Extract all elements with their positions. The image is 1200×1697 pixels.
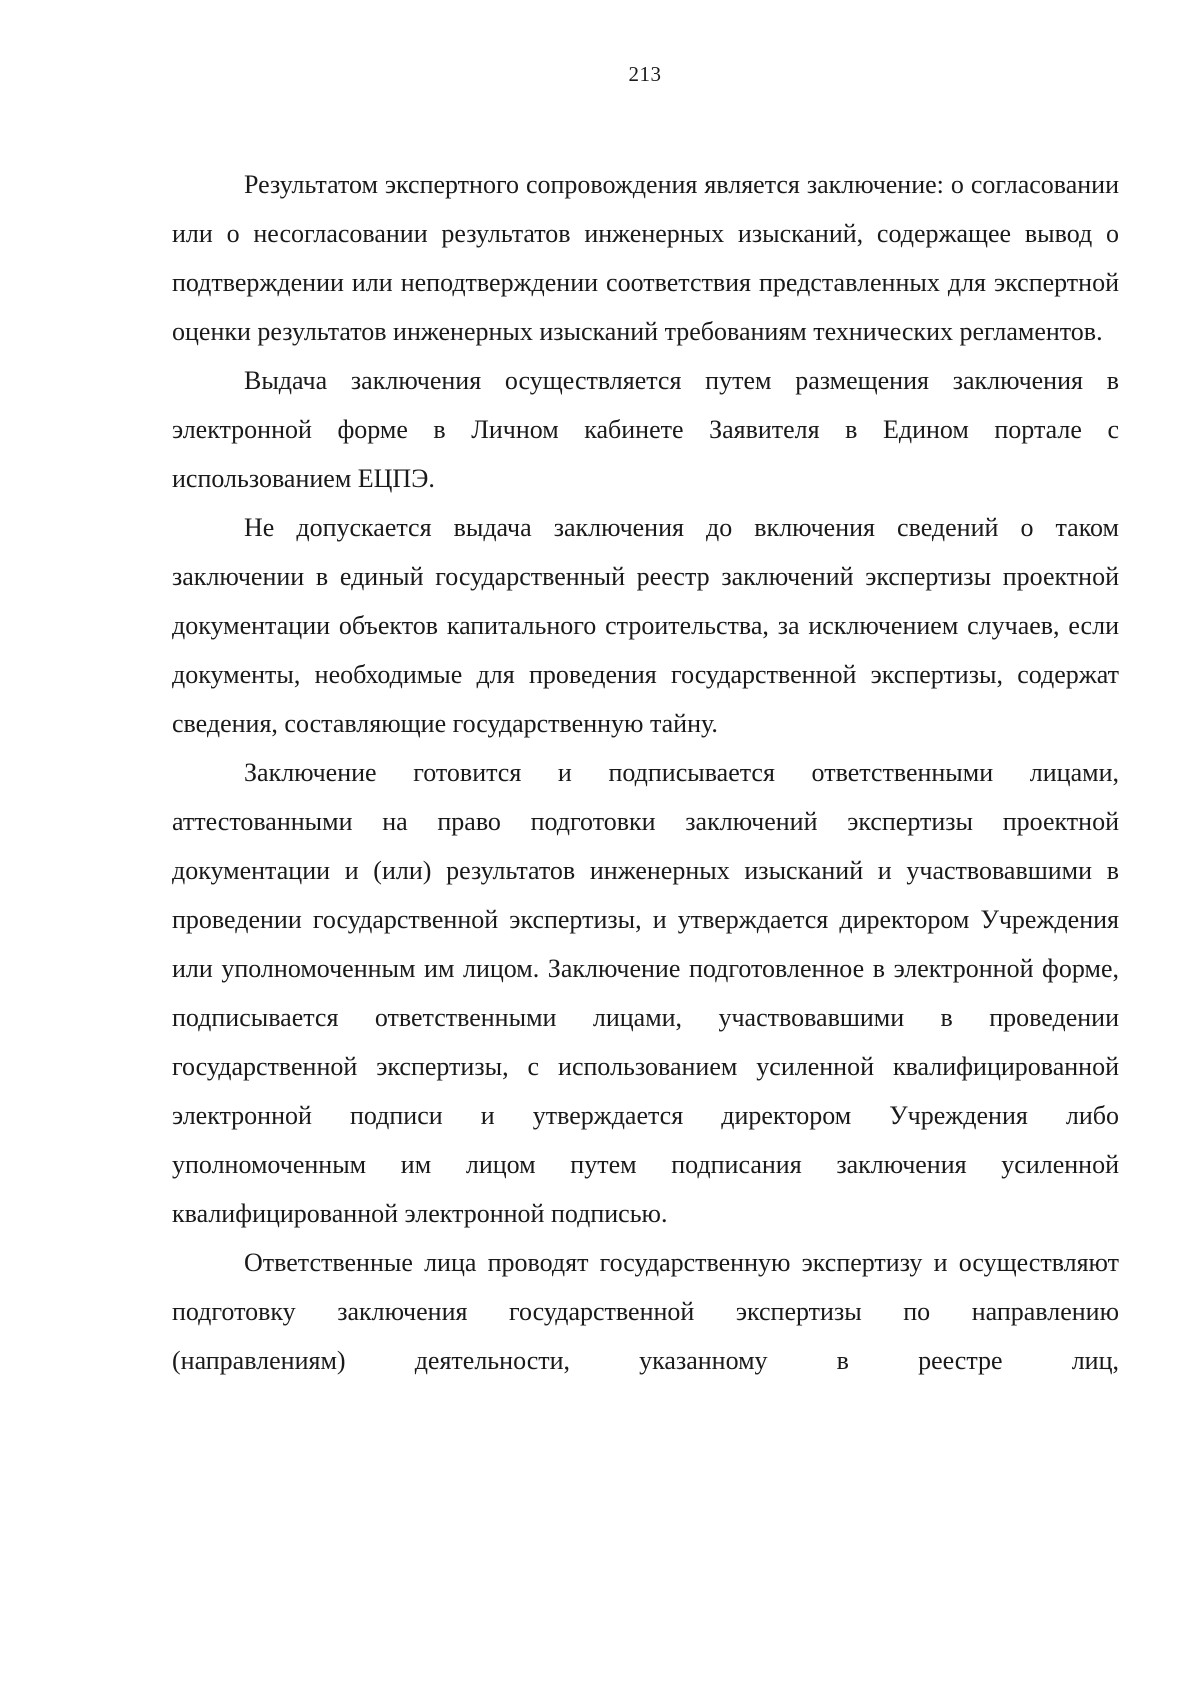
paragraph-registry-restriction: Не допускается выдача заключения до включения сведений о таком заключении в единый государственный реестр заключений экспертизы проектной документации объектов капитального строительства, за исключением случаев, если документы, необходимые для проведения государственной экспертизы, содержат сведения, составляющие государственную тайну. <box>172 513 1119 738</box>
paragraph-expert-support-result: Результатом экспертного сопровождения является заключение: о согласовании или о несогласовании результатов инженерных изысканий, содержащее вывод о подтверждении или неподтверждении соответствия представленных для экспертной оценки результатов инженерных изысканий требованиям технических регламентов. <box>172 170 1119 346</box>
paragraph-conclusion-issuance: Выдача заключения осуществляется путем размещения заключения в электронной форме в Личном кабинете Заявителя в Едином портале с использованием ЕЦПЭ. <box>172 366 1119 493</box>
body-text <box>172 160 1119 1385</box>
page-number: 213 <box>628 62 662 86</box>
paragraph-conclusion-signing: Заключение готовится и подписывается ответственными лицами, аттестованными на право подготовки заключений экспертизы проектной документации и (или) результатов инженерных изысканий и участвовавшими в проведении государственной экспертизы, и утверждается директором Учреждения или уполномоченным им лицом. Заключение подготовленное в электронной форме, подписывается ответственными лицами, участвовавшими в проведении государственной экспертизы, с использованием усиленной квалифицированной электронной подписи и утверждается директором Учреждения либо уполномоченным им лицом путем подписания заключения усиленной квалифицированной электронной подписью. <box>172 758 1119 1228</box>
paragraph-responsible-persons: Ответственные лица проводят государственную экспертизу и осуществляют подготовку заключения государственной экспертизы по направлению (направлениям) деятельности, указанному в реестре лиц, <box>172 1248 1119 1375</box>
